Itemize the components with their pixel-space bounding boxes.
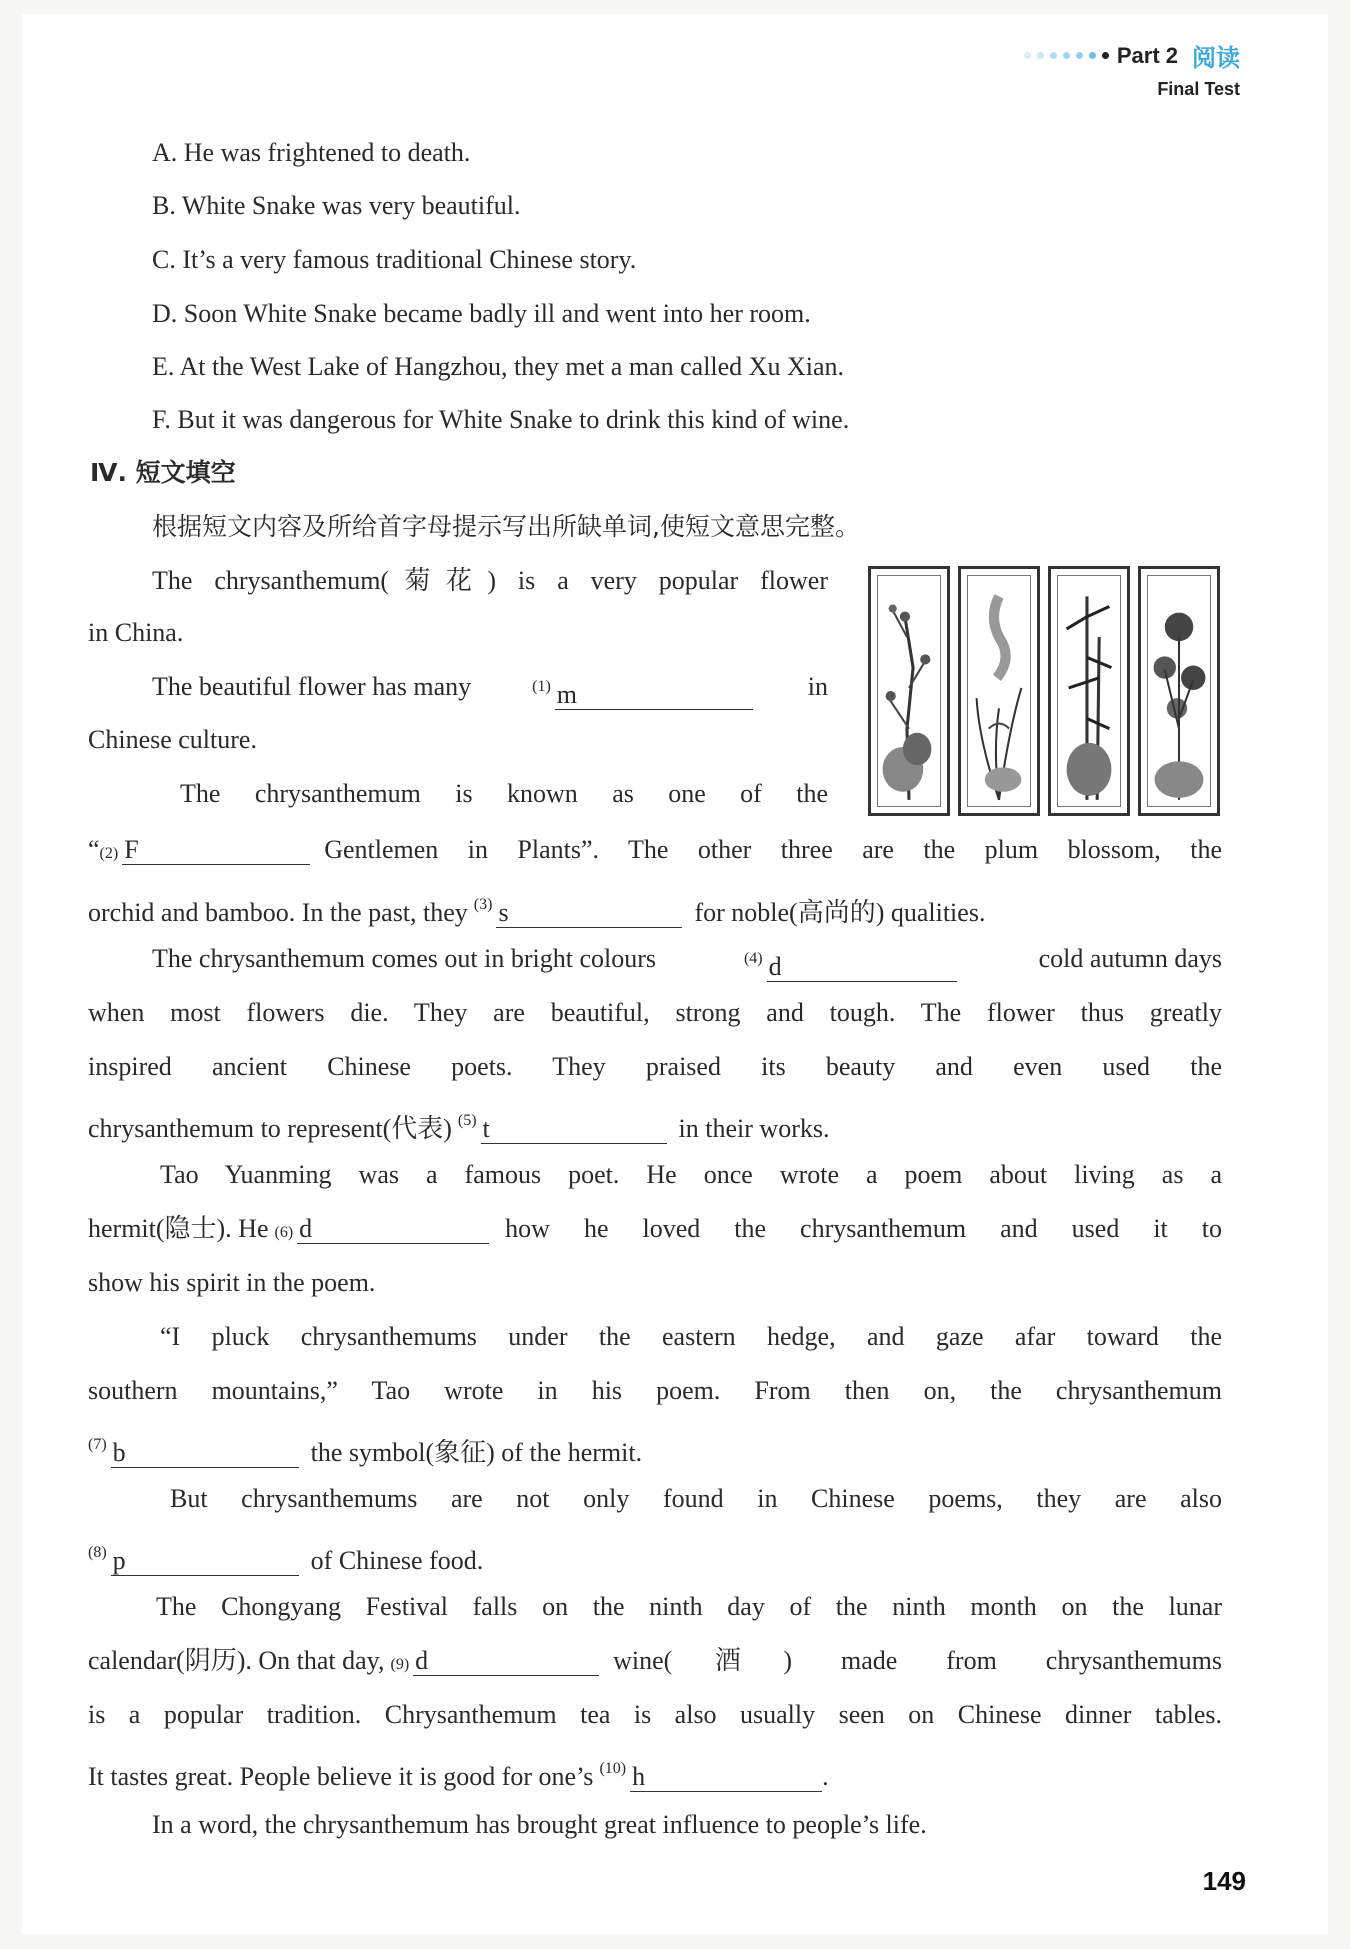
passage-line: when most flowers die. They are beautiful, strong and tough. The flower thus greatly	[88, 998, 1222, 1027]
passage-line: The Chongyang Festival falls on the ninth day of the ninth month on the lunar	[156, 1592, 1222, 1621]
blank-7[interactable]: b	[111, 1439, 299, 1468]
section-title: Ⅳ. 短文填空	[90, 458, 236, 487]
passage-line: The chrysanthemum(菊花) is a very popular flower	[152, 566, 828, 595]
decorative-dots	[1024, 52, 1109, 59]
passage-line: is a popular tradition. Chrysanthemum tea is also usually seen on Chinese dinner tables.	[88, 1700, 1222, 1729]
option-a: A. He was frightened to death.	[152, 138, 471, 167]
passage-line: chrysanthemum to represent(代表) $^{(5)}$ t in their works.	[88, 1112, 830, 1143]
passage-line: show his spirit in the poem.	[88, 1268, 376, 1297]
passage-line: “I pluck chrysanthemums under the eastern hedge, and gaze afar toward the	[160, 1322, 1222, 1351]
passage-line: $^{(7)}$ b the symbol(象征) of the hermit.	[88, 1436, 643, 1467]
header-section: 阅读	[1192, 44, 1240, 72]
option-f: F. But it was dangerous for White Snake to drink this kind of wine.	[152, 405, 850, 434]
blank-3[interactable]: s	[496, 899, 682, 928]
option-b: B. White Snake was very beautiful.	[152, 191, 521, 220]
section-instruction: 根据短文内容及所给首字母提示写出所缺单词,使短文意思完整。	[152, 512, 860, 541]
passage-line: It tastes great. People believe it is good for one’s $^{(10)}$ h .	[88, 1760, 829, 1791]
blank-1[interactable]: m	[555, 681, 753, 710]
blank-6[interactable]: d	[297, 1215, 489, 1244]
blank-4[interactable]: d	[767, 953, 957, 982]
option-c: C. It’s a very famous traditional Chinese story.	[152, 245, 637, 274]
blank-10[interactable]: h	[630, 1763, 822, 1792]
blank-2[interactable]: F	[122, 836, 310, 865]
blank-8[interactable]: p	[111, 1547, 299, 1576]
option-d: D. Soon White Snake became badly ill and went into her room.	[152, 299, 811, 328]
passage-line: Tao Yuanming was a famous poet. He once wrote a poem about living as a	[160, 1160, 1222, 1189]
header-part: Part 2	[1116, 42, 1178, 68]
plum-blossom-painting	[878, 576, 940, 806]
passage-line: But chrysanthemums are not only found in Chinese poems, they are also	[170, 1484, 1222, 1513]
passage-line: hermit(隐士). He (6) d how he loved the chrysanthemum and used it to	[88, 1214, 1222, 1243]
passage-line: The beautiful flower has many $^{(1)}$ m in	[152, 672, 828, 709]
folding-screen-illustration	[868, 566, 1222, 818]
passage-line: “ (2) F Gentlemen in Plants”. The other three are the plum blossom, the	[88, 835, 1222, 864]
blank-9[interactable]: d	[413, 1647, 599, 1676]
header-subtitle: Final Test	[1157, 79, 1240, 99]
passage-line: Chinese culture.	[88, 725, 257, 754]
orchid-painting	[968, 576, 1030, 806]
passage-line: calendar(阴历). On that day, (9) d wine(酒) made from chrysanthemums	[88, 1646, 1222, 1675]
page-header	[1024, 38, 1240, 100]
passage-line: In a word, the chrysanthemum has brought great influence to people’s life.	[152, 1810, 927, 1839]
passage-line: The chrysanthemum is known as one of the	[180, 779, 828, 808]
page-number: 149	[1202, 1866, 1246, 1896]
passage-line: in China.	[88, 618, 184, 647]
chrysanthemum-painting	[1148, 576, 1210, 806]
blank-5[interactable]: t	[481, 1115, 667, 1144]
option-e: E. At the West Lake of Hangzhou, they met a man called Xu Xian.	[152, 352, 844, 381]
passage-line: $^{(8)}$ p of Chinese food.	[88, 1544, 484, 1575]
passage-line: The chrysanthemum comes out in bright colours $^{(4)}$ d cold autumn days	[152, 944, 1222, 981]
passage-line: orchid and bamboo. In the past, they $^{(3)}$ s for noble(高尚的) qualities.	[88, 896, 986, 927]
passage-line: inspired ancient Chinese poets. They praised its beauty and even used the	[88, 1052, 1222, 1081]
passage-line: southern mountains,” Tao wrote in his poem. From then on, the chrysanthemum	[88, 1376, 1222, 1405]
bamboo-painting	[1058, 576, 1120, 806]
